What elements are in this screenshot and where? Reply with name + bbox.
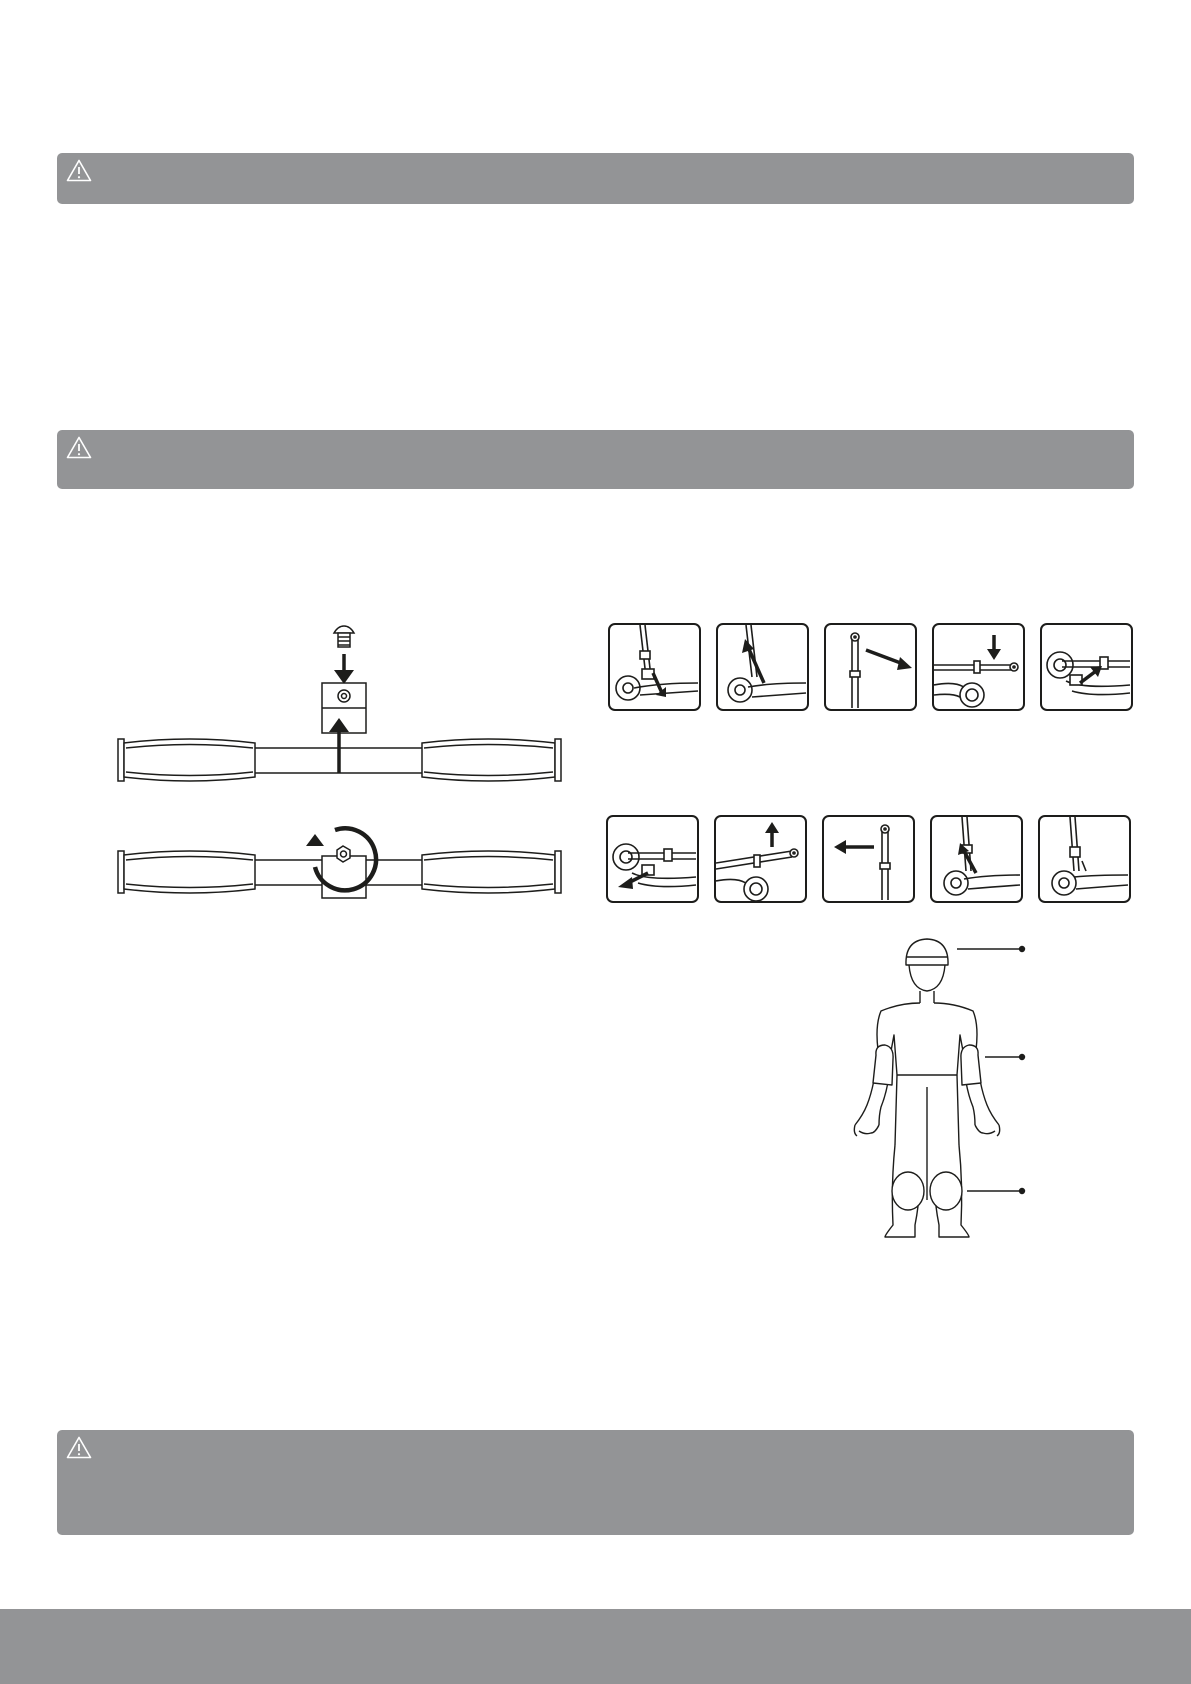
down-arrow-icon (334, 654, 354, 684)
warning-bar-2 (57, 430, 1134, 489)
warning-bar-1 (57, 153, 1134, 204)
unfold-step-2 (714, 815, 807, 903)
fold-step-1 (608, 623, 701, 711)
warning-triangle-icon (66, 1436, 92, 1459)
footer-band (0, 1609, 1191, 1684)
unfold-step-5 (1038, 815, 1131, 903)
fold-step-4 (932, 623, 1025, 711)
unfold-step-4 (930, 815, 1023, 903)
handlebar-assembly-diagram (110, 625, 570, 785)
warning-triangle-icon (66, 159, 92, 182)
warning-triangle-icon (66, 436, 92, 459)
elbow-pad-icon (873, 1045, 981, 1085)
nut-icon (337, 846, 350, 862)
screw-icon (334, 626, 354, 647)
fold-step-5 (1040, 623, 1133, 711)
handlebar-tightening-diagram (110, 820, 570, 900)
unfold-step-1 (606, 815, 699, 903)
fold-step-2 (716, 623, 809, 711)
warning-bar-3 (57, 1430, 1134, 1535)
protective-gear-diagram (845, 935, 1035, 1275)
unfold-step-3 (822, 815, 915, 903)
fold-step-3 (824, 623, 917, 711)
helmet-icon (906, 939, 948, 965)
